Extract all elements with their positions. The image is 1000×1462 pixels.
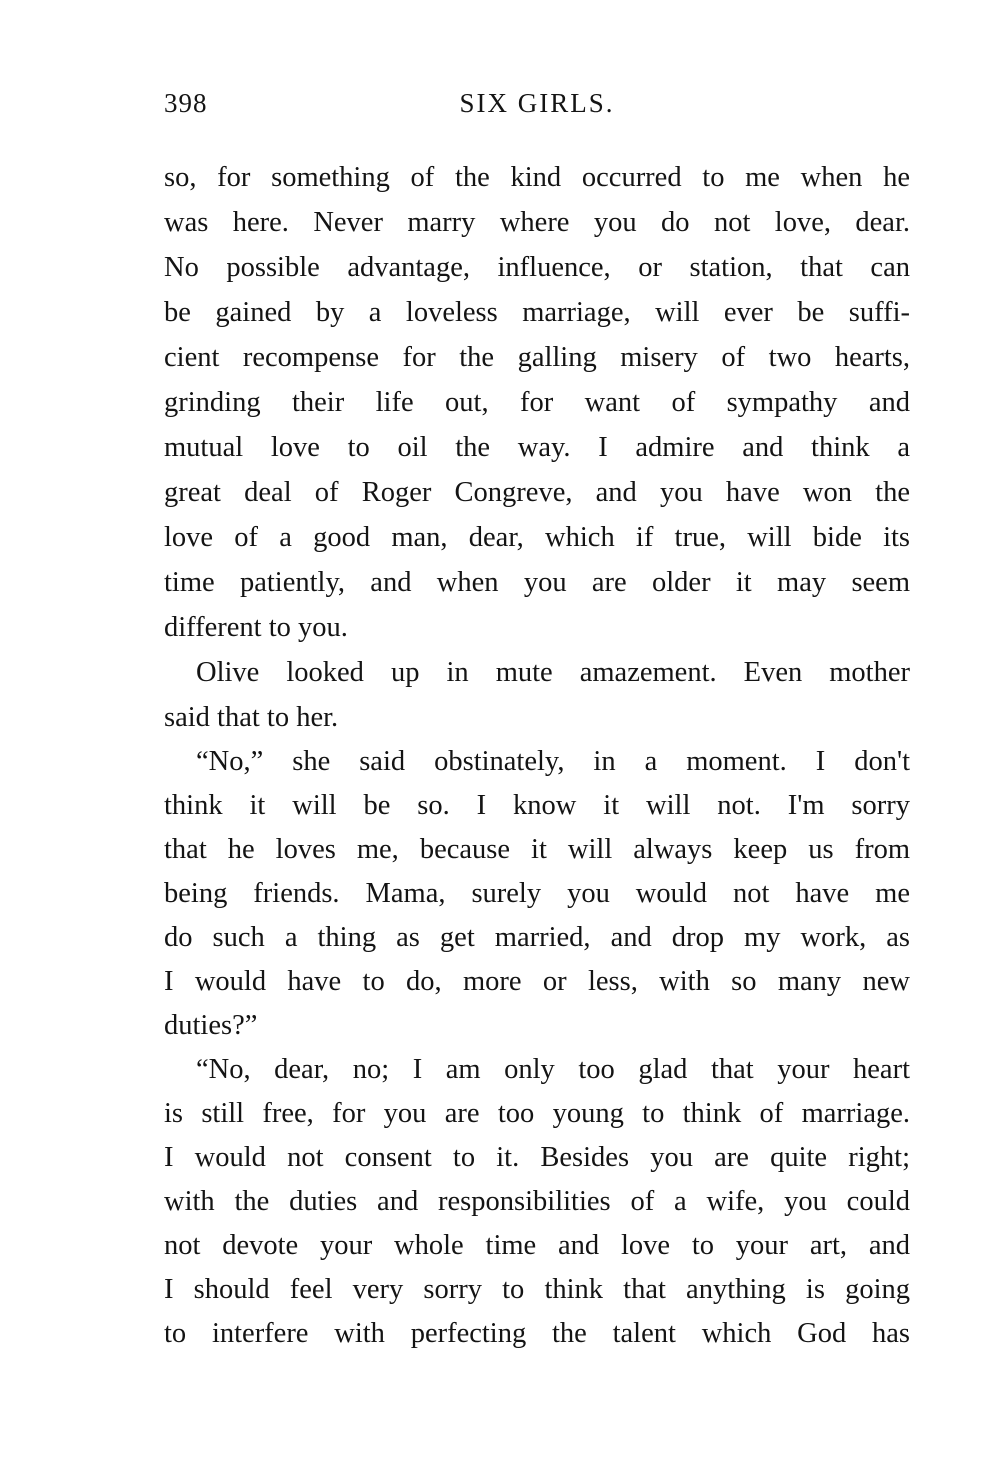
text-line: I would have to do, more or less, with so many new (164, 966, 910, 997)
text-line: think it will be so. I know it will not. I'm sorry (164, 790, 910, 821)
text-line: so, for something of the kind occurred to me when he (164, 162, 910, 193)
text-line: I would not consent to it. Besides you are quite right; (164, 1142, 910, 1173)
text-line: duties?” (164, 1010, 258, 1041)
text-line: with the duties and responsibilities of a wife, you could (164, 1186, 910, 1217)
text-line: great deal of Roger Congreve, and you have won the (164, 477, 910, 508)
paragraph-start-line: “No, dear, no; I am only too glad that your heart (196, 1054, 910, 1085)
text-line: cient recompense for the galling misery of two hearts, (164, 342, 910, 373)
text-line: do such a thing as get married, and drop my work, as (164, 922, 910, 953)
text-line: not devote your whole time and love to your art, and (164, 1230, 910, 1261)
page-number: 398 (164, 88, 208, 118)
text-line: be gained by a loveless marriage, will ever be suffi- (164, 297, 910, 328)
paragraph-start-line: “No,” she said obstinately, in a moment. I don't (196, 746, 910, 777)
paragraph-start-line: Olive looked up in mute amazement. Even mother (196, 657, 910, 688)
running-title: SIX GIRLS. (459, 88, 615, 118)
text-line: love of a good man, dear, which if true, will bide its (164, 522, 910, 553)
text-line: said that to her. (164, 702, 339, 733)
text-line: mutual love to oil the way. I admire and think a (164, 432, 910, 463)
text-line: No possible advantage, influence, or station, that can (164, 252, 910, 283)
text-line: different to you. (164, 612, 348, 643)
text-line: to interfere with perfecting the talent which God has (164, 1318, 910, 1349)
page-header (164, 88, 910, 128)
text-line: time patiently, and when you are older it may seem (164, 567, 910, 598)
body-text (164, 155, 910, 1356)
text-line: that he loves me, because it will always keep us from (164, 834, 910, 865)
text-line: is still free, for you are too young to think of marriage. (164, 1098, 910, 1129)
text-line: I should feel very sorry to think that anything is going (164, 1274, 910, 1305)
text-line: grinding their life out, for want of sympathy and (164, 387, 910, 418)
text-line: was here. Never marry where you do not love, dear. (164, 207, 910, 238)
text-line: being friends. Mama, surely you would not have me (164, 878, 910, 909)
